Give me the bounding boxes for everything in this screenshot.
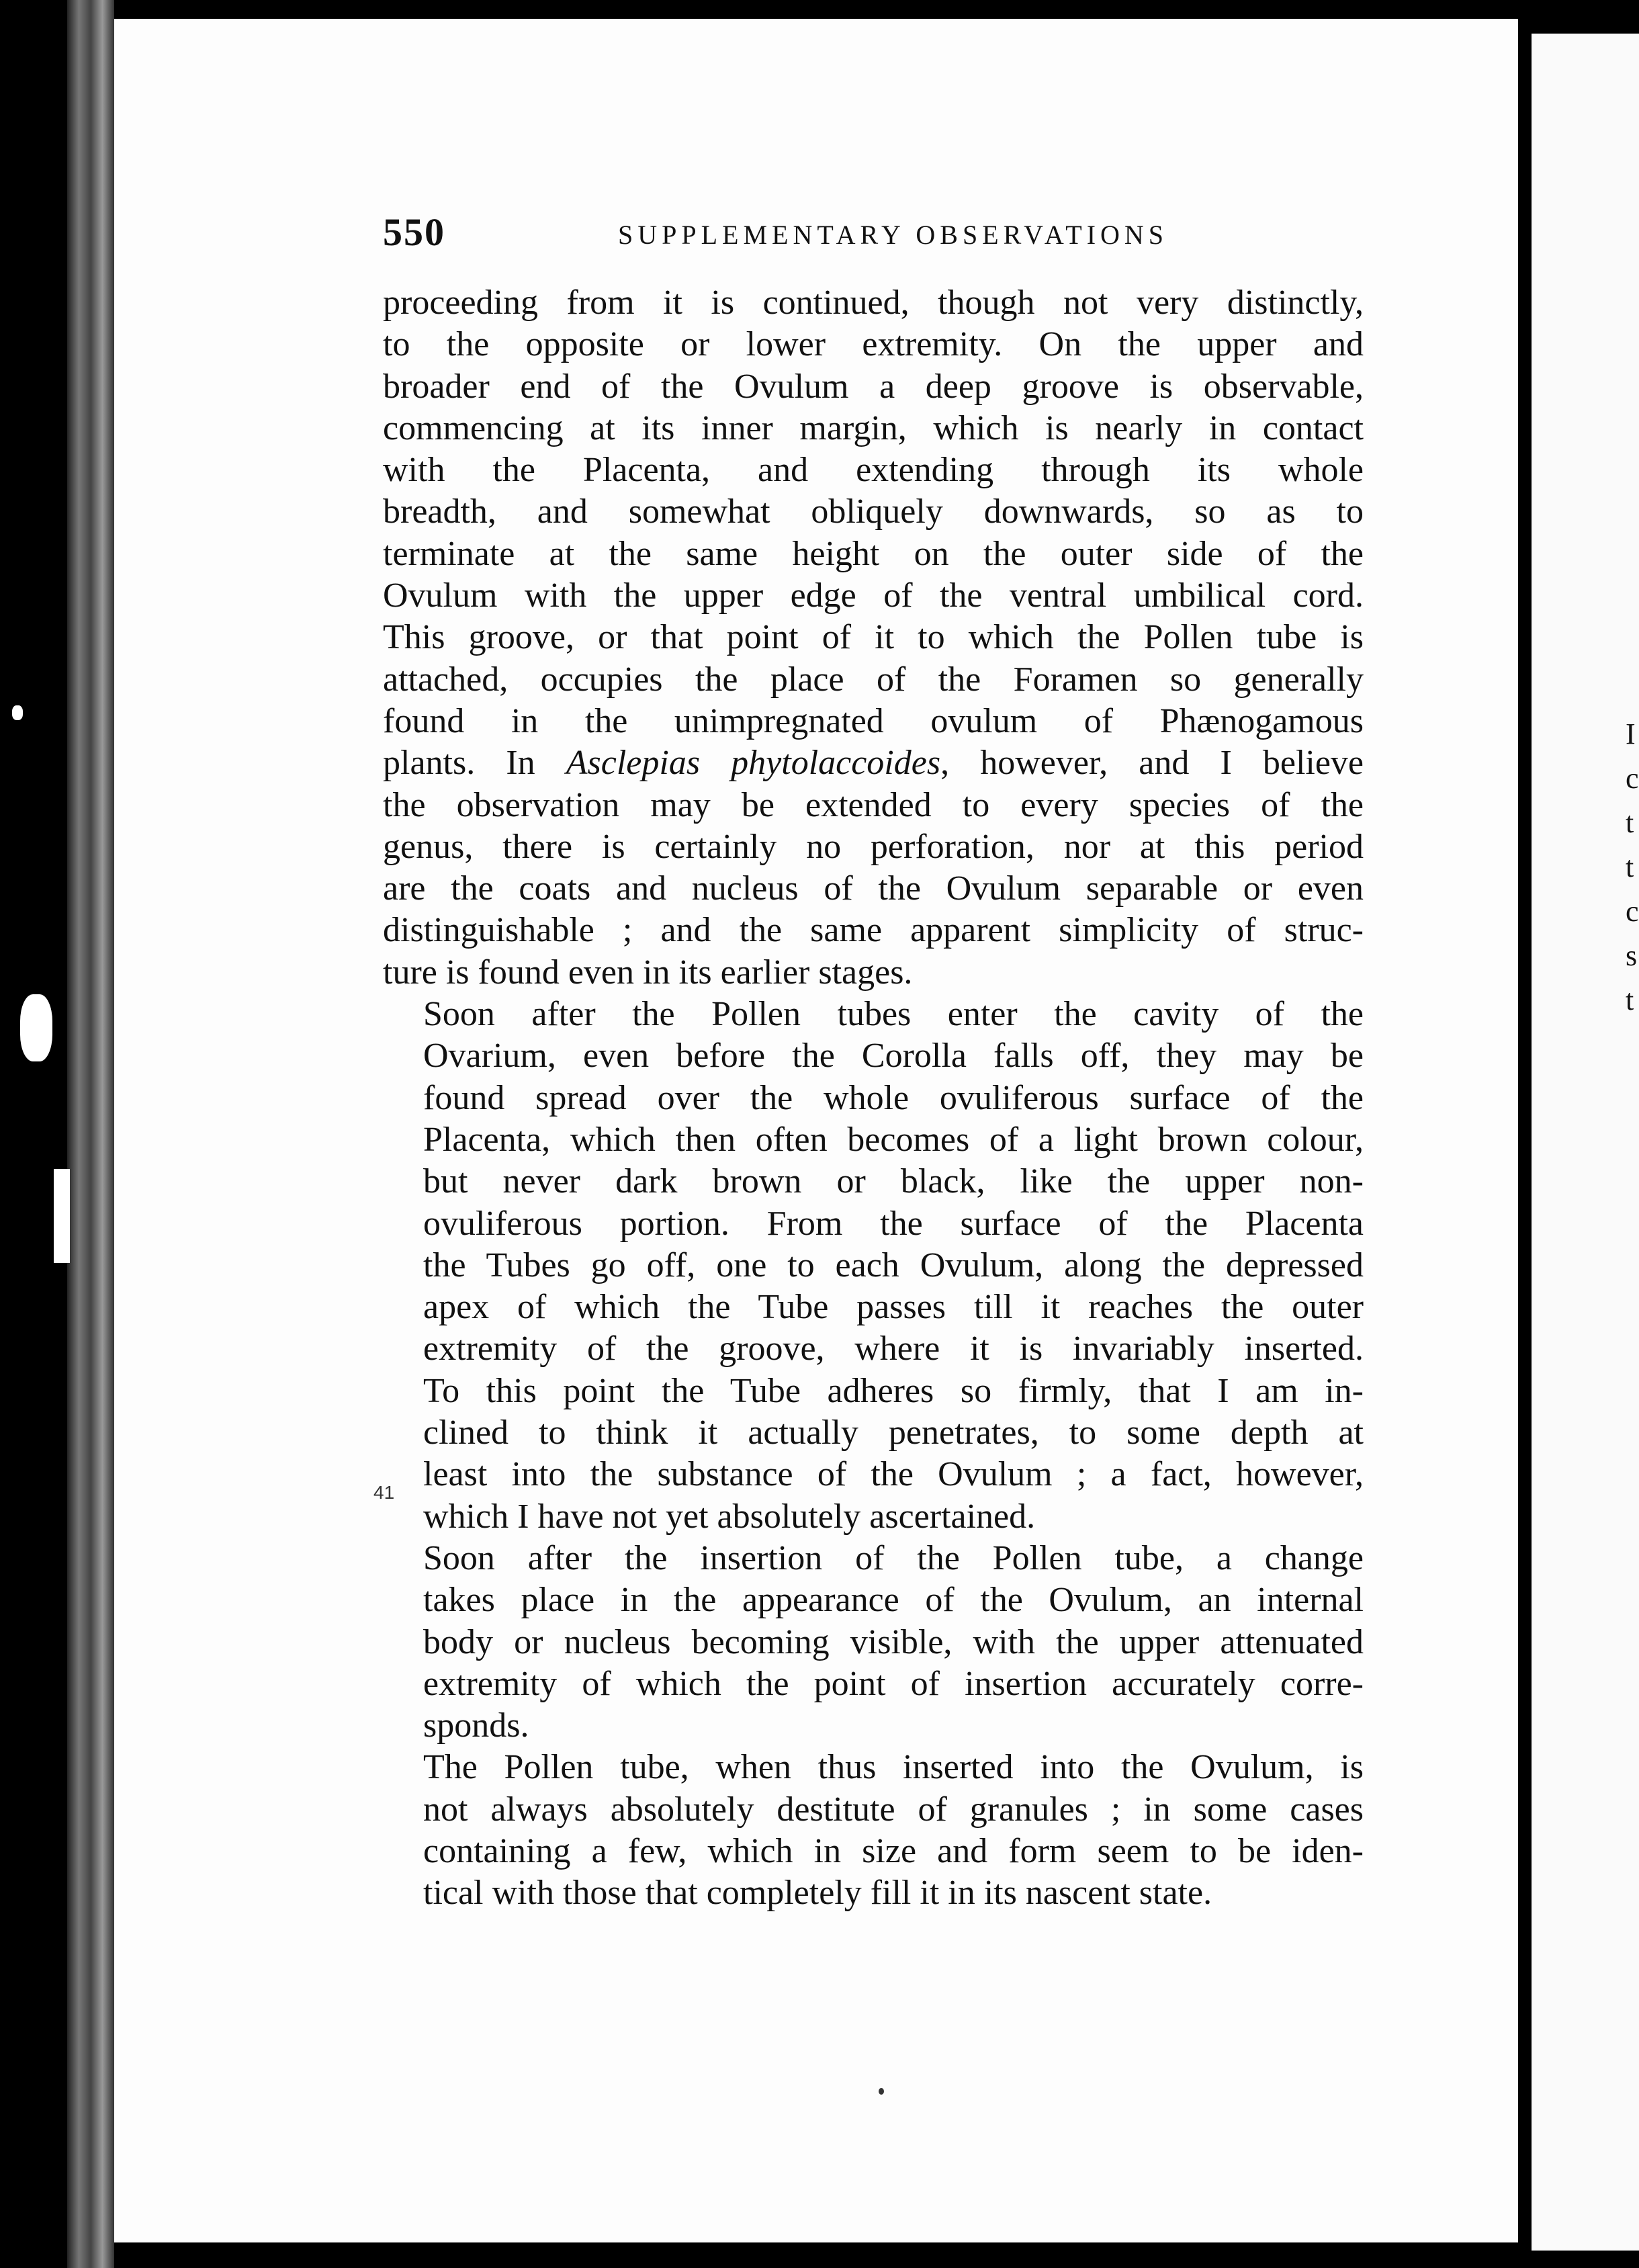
species-name: Asclepias phytolaccoides bbox=[566, 744, 941, 783]
text-line: not always absolutely destitute of granules ; in some cases bbox=[423, 1790, 1364, 1829]
margin-blot bbox=[20, 994, 52, 1061]
text-line: terminate at the same height on the outer side of the bbox=[383, 534, 1364, 573]
facing-letter: I bbox=[1626, 717, 1636, 750]
text-line: breadth, and somewhat obliquely downwards, so as to bbox=[383, 492, 1364, 531]
facing-letter: s bbox=[1626, 939, 1638, 972]
text-line: Ovarium, even before the Corolla falls off, they may be bbox=[423, 1037, 1364, 1076]
text-line: the Tubes go off, one to each Ovulum, along the depressed bbox=[423, 1246, 1364, 1284]
text-line: ture is found even in its earlier stages. bbox=[383, 953, 913, 992]
facing-letter: t bbox=[1626, 850, 1634, 883]
text-line: apex of which the Tube passes till it reaches the outer bbox=[423, 1288, 1364, 1327]
text-line: Soon after the Pollen tubes enter the cavity of the bbox=[423, 995, 1364, 1034]
facing-letter: c bbox=[1626, 762, 1639, 795]
text-line: least into the substance of the Ovulum ; a fact, however, bbox=[423, 1455, 1364, 1494]
text-line: to the opposite or lower extremity. On the upper and bbox=[383, 325, 1364, 364]
text-line: The Pollen tube, when thus inserted into the Ovulum, is bbox=[423, 1748, 1364, 1787]
body-text bbox=[383, 282, 1364, 1915]
text-line: but never dark brown or black, like the upper non- bbox=[423, 1162, 1364, 1201]
text-line: body or nucleus becoming visible, with the upper attenuated bbox=[423, 1622, 1364, 1661]
ink-speck bbox=[879, 2088, 884, 2095]
facing-letter: t bbox=[1626, 806, 1634, 839]
text-line: Soon after the insertion of the Pollen tube, a change bbox=[423, 1538, 1364, 1577]
text-line: attached, occupies the place of the Foramen so generally bbox=[383, 660, 1364, 699]
text-line: broader end of the Ovulum a deep groove is observable, bbox=[383, 367, 1364, 406]
facing-page-letters bbox=[1626, 712, 1639, 1022]
page-header bbox=[383, 210, 1390, 257]
text-line: plants. In Asclepias phytolaccoides, however, and I believe bbox=[383, 744, 1364, 783]
book-spine-edge bbox=[67, 0, 114, 2268]
text-line: To this point the Tube adheres so firmly, that I am in- bbox=[423, 1371, 1364, 1410]
text-line: are the coats and nucleus of the Ovulum separable or even bbox=[383, 869, 1364, 908]
text-line: the observation may be extended to every species of the bbox=[383, 785, 1364, 824]
margin-note: 41 bbox=[373, 1482, 395, 1503]
paragraph bbox=[383, 1538, 1364, 1747]
text-line: distinguishable ; and the same apparent simplicity of struc- bbox=[383, 911, 1364, 950]
text-line: genus, there is certainly no perforation, nor at this period bbox=[383, 827, 1364, 866]
text-line: containing a few, which in size and form seem to be iden- bbox=[423, 1831, 1364, 1870]
text-line: sponds. bbox=[423, 1706, 529, 1745]
text-line: tical with those that completely fill it in its nascent state. bbox=[423, 1874, 1212, 1913]
text-line: ovuliferous portion. From the surface of the Placenta bbox=[423, 1204, 1364, 1243]
text-line: proceeding from it is continued, though not very distinctly, bbox=[383, 284, 1364, 322]
facing-letter: c bbox=[1626, 895, 1639, 928]
text-line: commencing at its inner margin, which is nearly in contact bbox=[383, 408, 1364, 447]
margin-blot bbox=[54, 1169, 70, 1263]
facing-letter: t bbox=[1626, 984, 1634, 1016]
text-line: Ovulum with the upper edge of the ventral umbilical cord. bbox=[383, 576, 1364, 615]
running-title: SUPPLEMENTARY OBSERVATIONS bbox=[618, 220, 1169, 250]
text-line: clined to think it actually penetrates, to some depth at bbox=[423, 1413, 1364, 1452]
text-line: which I have not yet absolutely ascertained. bbox=[423, 1497, 1036, 1536]
text-line: found in the unimpregnated ovulum of Phænogamous bbox=[383, 701, 1364, 740]
text-line: found spread over the whole ovuliferous surface of the bbox=[423, 1078, 1364, 1117]
margin-blot bbox=[12, 705, 23, 720]
paragraph bbox=[383, 1747, 1364, 1914]
text-line: takes place in the appearance of the Ovulum, an internal bbox=[423, 1581, 1364, 1620]
page-number: 550 bbox=[383, 210, 445, 254]
text-line: with the Placenta, and extending through its whole bbox=[383, 451, 1364, 490]
text-line: This groove, or that point of it to which the Pollen tube is bbox=[383, 618, 1364, 657]
text-line: extremity of the groove, where it is invariably inserted. bbox=[423, 1329, 1364, 1368]
facing-page-edge bbox=[1532, 34, 1639, 2251]
text-line: extremity of which the point of insertion accurately corre- bbox=[423, 1664, 1364, 1703]
text-line: Placenta, which then often becomes of a light brown colour, bbox=[423, 1120, 1364, 1159]
paragraph bbox=[383, 282, 1364, 994]
paragraph bbox=[383, 994, 1364, 1538]
